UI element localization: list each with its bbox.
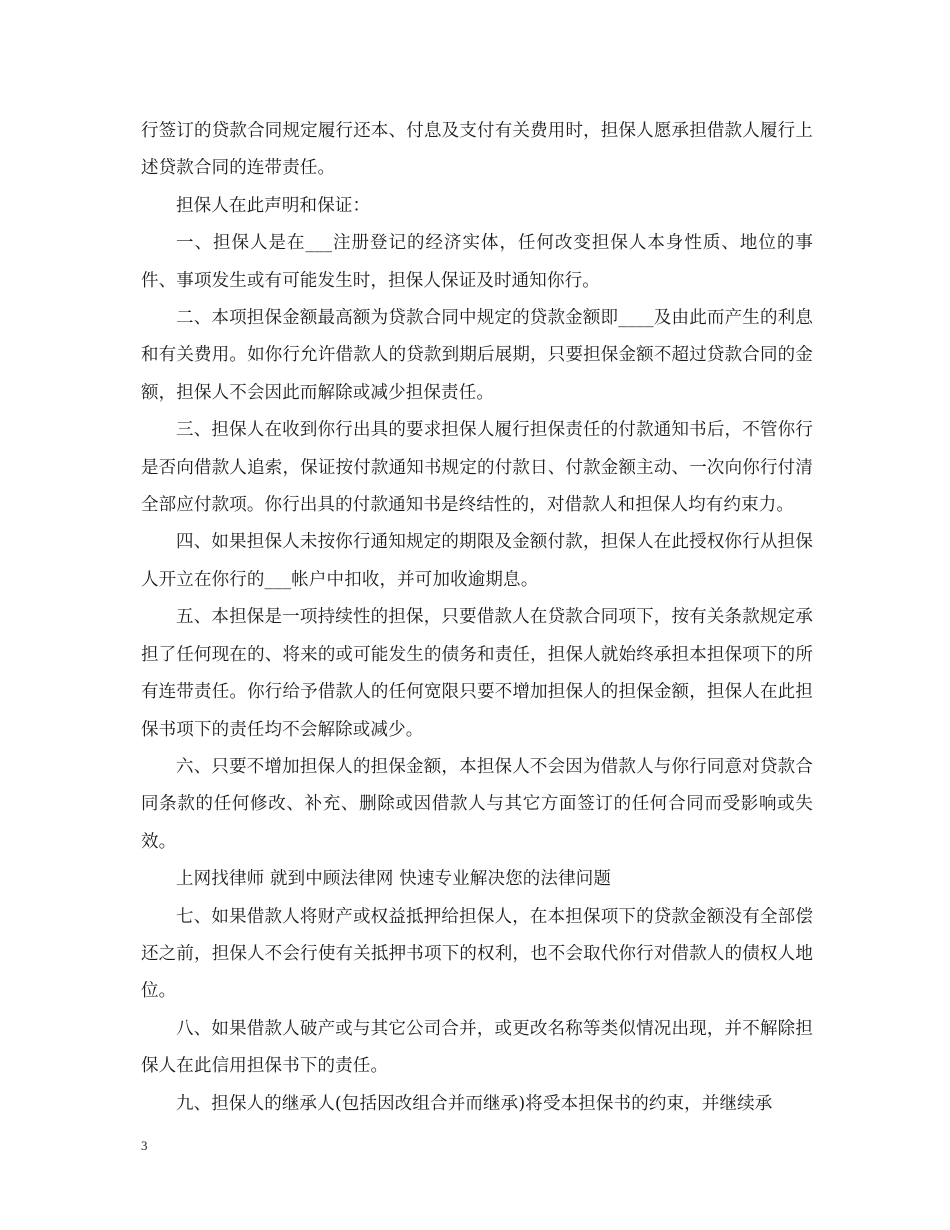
paragraph-clause-2: 二、本项担保金额最高额为贷款合同中规定的贷款金额即____及由此而产生的利息和有关费用。如你行允许借款人的贷款到期后展期，只要担保金额不超过贷款合同的金额，担保人不会因此而解除或减少担保责任。 xyxy=(141,308,813,403)
paragraph-clause-8: 八、如果借款人破产或与其它公司合并，或更改名称等类似情况出现，并不解除担保人在此信用担保书下的责任。 xyxy=(141,1018,813,1077)
paragraph-continuation: 行签订的贷款合同规定履行还本、付息及支付有关费用时，担保人愿承担借款人履行上述贷款合同的连带责任。 xyxy=(141,121,813,179)
paragraph-clause-7: 七、如果借款人将财产或权益抵押给担保人，在本担保项下的贷款金额没有全部偿还之前，担保人不会行使有关抵押书项下的权利，也不会取代你行对借款人的债权人地位。 xyxy=(141,906,813,1002)
paragraph-clause-5: 五、本担保是一项持续性的担保，只要借款人在贷款合同项下，按有关条款规定承担了任何现在的、将来的或可能发生的债务和责任，担保人就始终承担本担保项下的所有连带责任。你行给予借款人的任何宽限只要不增加担保人的担保金额，担保人在此担保书项下的责任均不会解除或减少。 xyxy=(141,607,813,740)
paragraph-advertisement: 上网找律师 就到中顾法律网 快速专业解决您的法律问题 xyxy=(176,869,612,890)
paragraph-clause-4: 四、如果担保人未按你行通知规定的期限及金额付款，担保人在此授权你行从担保人开立在你行的___帐户中扣收，并可加收逾期息。 xyxy=(141,532,813,590)
paragraph-clause-3: 三、担保人在收到你行出具的要求担保人履行担保责任的付款通知书后，不管你行是否向借款人追索，保证按付款通知书规定的付款日、付款金额主动、一次向你行付清全部应付款项。你行出具的付款通知书是终结性的，对借款人和担保人均有约束力。 xyxy=(141,420,813,516)
paragraph-declaration-intro: 担保人在此声明和保证： xyxy=(176,195,371,216)
paragraph-clause-9: 九、担保人的继承人(包括因改组合并而继承)将受本担保书的约束，并继续承 xyxy=(176,1093,773,1114)
page-number: 3 xyxy=(141,1138,148,1153)
document-body xyxy=(141,113,813,1123)
paragraph-clause-6: 六、只要不增加担保人的担保金额，本担保人不会因为借款人与你行同意对贷款合同条款的任何修改、补充、删除或因借款人与其它方面签订的任何合同而受影响或失效。 xyxy=(141,756,813,852)
paragraph-clause-1: 一、担保人是在___注册登记的经济实体，任何改变担保人本身性质、地位的事件、事项发生或有可能发生时，担保人保证及时通知你行。 xyxy=(141,233,813,291)
